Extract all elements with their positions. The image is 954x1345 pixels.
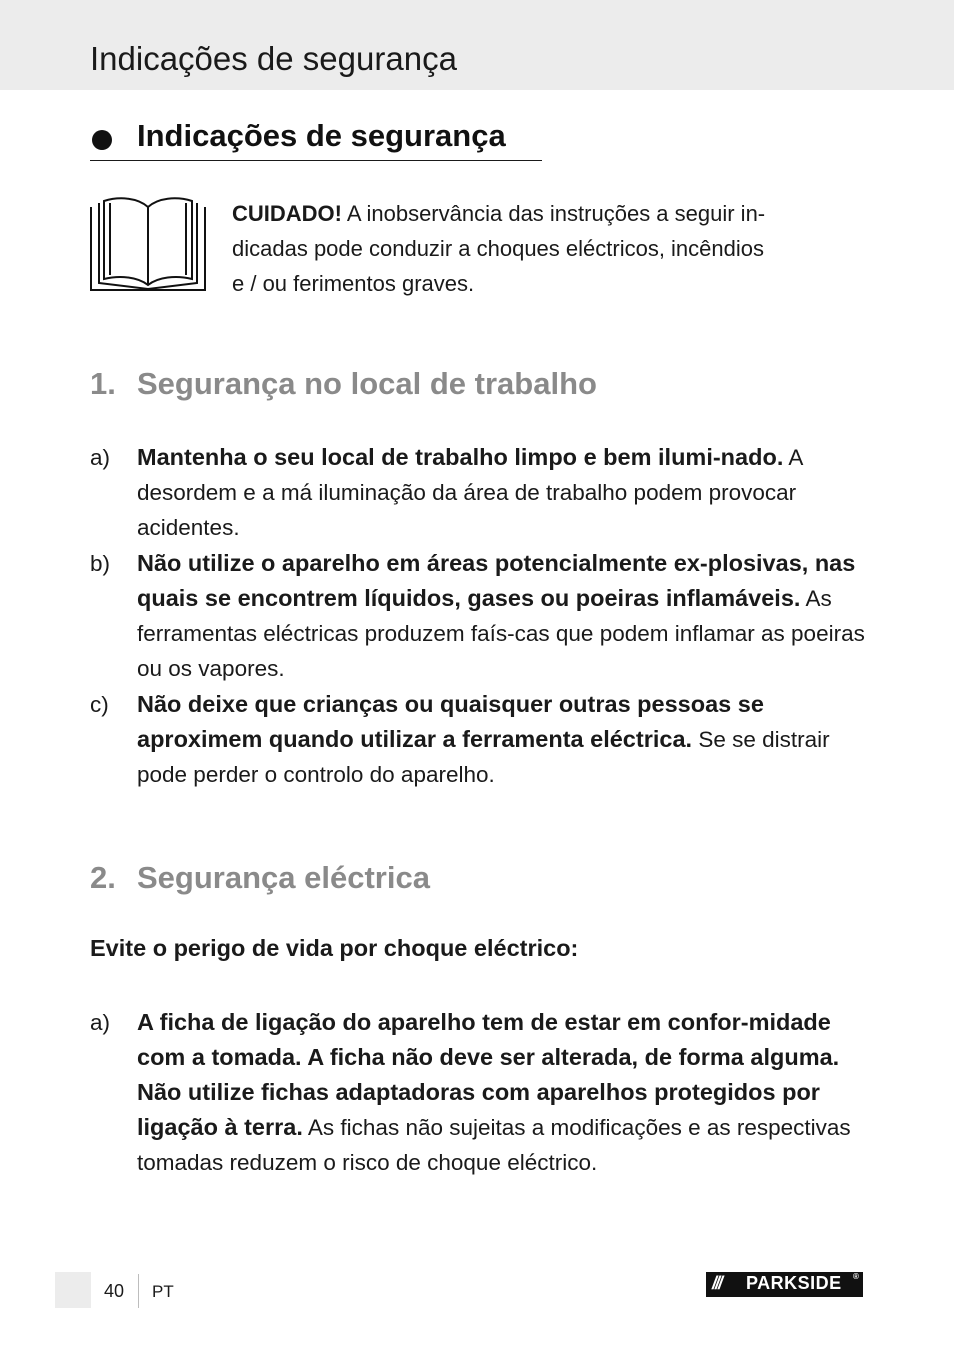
- warning-line: A inobservância das instruções a seguir in-: [346, 201, 766, 226]
- item-label: b): [90, 551, 111, 576]
- item-bold-text: Mantenha o seu local de trabalho limpo e bem ilumi-nado.: [137, 444, 784, 470]
- item-bold-text: Não utilize o aparelho em áreas potencialmente ex-plosivas, nas quais se encontrem líquidos, gases ou poeiras inflamáveis.: [137, 550, 856, 611]
- item-text: Se se distrair pode perder o controlo do aparelho.: [137, 727, 830, 787]
- section-1-title: Segurança no local de trabalho: [137, 366, 597, 401]
- section-1-number: 1.: [90, 366, 116, 401]
- section-2-title: Segurança eléctrica: [137, 860, 430, 895]
- manual-book-icon: [90, 195, 206, 291]
- item-bold-text: Não deixe que crianças ou quaisquer outras pessoas se aproximem quando utilizar a ferramenta eléctrica.: [137, 691, 764, 752]
- page-header-title: Indicações de segurança: [90, 40, 457, 77]
- brand-logo: [706, 1272, 863, 1297]
- footer-divider: [138, 1274, 139, 1308]
- footer-box: [55, 1272, 91, 1308]
- item-text: As ferramentas eléctricas produzem faís-cas que podem inflamar as poeiras ou os vapores.: [137, 586, 865, 681]
- warning-line: e / ou ferimentos graves.: [232, 271, 475, 296]
- section-2-intro: Evite o perigo de vida por choque eléctrico:: [90, 935, 579, 961]
- item-label: c): [90, 692, 109, 717]
- registered-mark: ®: [853, 1272, 860, 1281]
- brand-mark: ///: [712, 1273, 722, 1293]
- list-item: [90, 687, 865, 792]
- language-code: PT: [152, 1282, 174, 1301]
- warning-line: dicadas pode conduzir a choques eléctricos, incêndios: [232, 236, 764, 261]
- section-title: Indicações de segurança: [137, 118, 506, 153]
- warning-text: [232, 196, 862, 301]
- item-text: A desordem e a má iluminação da área de trabalho podem provocar acidentes.: [137, 445, 803, 540]
- item-label: a): [90, 445, 111, 470]
- brand-name: PARKSIDE: [746, 1273, 842, 1293]
- bullet-dot-icon: [92, 130, 112, 150]
- list-item: [90, 1005, 865, 1180]
- page-number: 40: [104, 1281, 125, 1301]
- section-heading: [90, 118, 542, 161]
- list-item: [90, 546, 865, 686]
- item-label: a): [90, 1010, 111, 1035]
- section-2-heading: [90, 860, 430, 896]
- section-1-heading: [90, 366, 597, 402]
- item-text: As fichas não sujeitas a modificações e as respectivas tomadas reduzem o risco de choque eléctrico.: [137, 1115, 851, 1175]
- section-2-number: 2.: [90, 860, 116, 895]
- list-item: [90, 440, 865, 545]
- item-bold-text: A ficha de ligação do aparelho tem de estar em confor-midade com a tomada. A ficha não deve ser alterada, de forma alguma. Não utilize fichas adaptadoras com aparelhos protegidos por ligação à terra.: [137, 1009, 840, 1140]
- warning-lead: CUIDADO!: [232, 201, 342, 226]
